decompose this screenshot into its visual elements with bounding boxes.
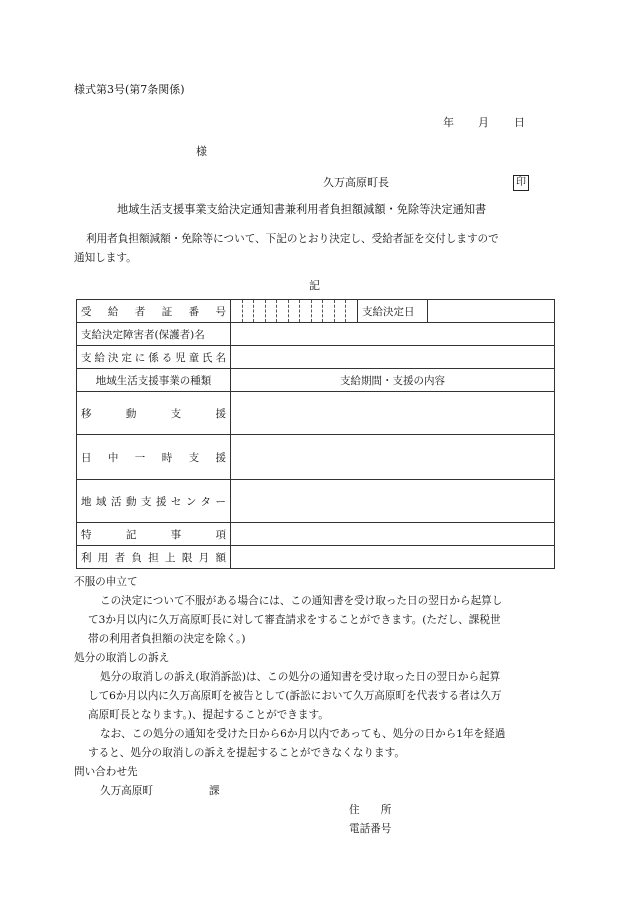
date-month-label: 月 (478, 116, 489, 129)
guardian-row (77, 323, 555, 346)
contact-heading: 問い合わせ先 (74, 766, 138, 778)
service-center-label: 地域活動支援センター (77, 480, 231, 523)
lawsuit-line-4: なお、この処分の通知を受けた日から6か月以内であっても、処分の日から1年を経過 (100, 728, 506, 740)
objection-heading: 不服の申立て (74, 576, 138, 588)
lawsuit-heading: 処分の取消しの訴え (74, 652, 170, 664)
contact-phone-label: 電話番号 (349, 823, 392, 835)
limit-label: 利 用 者 負 担 上 限 月 額 (77, 546, 231, 569)
date-day-label: 日 (514, 116, 525, 129)
digit-boxes (231, 300, 357, 322)
date-year-label: 年 (443, 116, 454, 129)
recipient-number-boxes[interactable] (231, 300, 358, 323)
lawsuit-line-2: して6か月以内に久万高原町を被告として(訴訟において久万高原町を代表する者は久万 (88, 690, 502, 702)
service-mobility-value[interactable] (231, 392, 555, 435)
objection-line-2: て3か月以内に久万高原町長に対して審査請求をすることができます。(ただし、課税世 (88, 614, 501, 626)
service-row-center (77, 480, 555, 523)
seal-mark: 印 (513, 175, 529, 191)
service-center-value[interactable] (231, 480, 555, 523)
service-type-header: 地域生活支援事業の種類 (77, 369, 231, 392)
issuer-name: 久万高原町長 (323, 176, 389, 189)
service-row-daytime (77, 435, 555, 480)
service-row-mobility (77, 392, 555, 435)
intro-line-2: 通知します。 (74, 252, 137, 264)
remarks-value[interactable] (231, 523, 555, 546)
service-daytime-value[interactable] (231, 435, 555, 480)
service-daytime-label: 日 中 一 時 支 援 (77, 435, 231, 480)
addressee-suffix: 様 (196, 145, 207, 158)
document-title: 地域生活支援事業支給決定通知書兼利用者負担額減額・免除等決定通知書 (117, 203, 487, 216)
decision-table (76, 299, 555, 569)
lawsuit-line-5: すると、処分の取消しの訴えを提起することができなくなります。 (88, 747, 405, 759)
ki-label: 記 (309, 279, 320, 292)
form-number: 様式第3号(第7条関係) (74, 83, 185, 96)
child-value[interactable] (231, 346, 555, 369)
decision-date-label: 支給決定日 (358, 300, 428, 323)
recipient-number-label: 受 給 者 証 番 号 (77, 300, 231, 323)
guardian-label: 支給決定障害者(保護者)名 (77, 323, 231, 346)
objection-line-3: 帯の利用者負担額の決定を除く。) (88, 633, 246, 645)
lawsuit-line-3: 高原町長となります。)、提起することができます。 (88, 709, 329, 721)
lawsuit-line-1: 処分の取消しの訴え(取消訴訟)は、この処分の通知書を受け取った日の翌日から起算 (100, 671, 501, 683)
period-header: 支給期間・支援の内容 (231, 369, 555, 392)
limit-row (77, 546, 555, 569)
child-row (77, 346, 555, 369)
contact-address-label: 住 所 (349, 804, 392, 816)
intro-line-1: 利用者負担額減額・免除等について、下記のとおり決定し、受給者証を交付しますので (86, 233, 499, 245)
recipient-number-row (77, 300, 555, 323)
service-header-row (77, 369, 555, 392)
remarks-label: 特 記 事 項 (77, 523, 231, 546)
contact-town: 久万高原町 (100, 785, 153, 797)
child-label: 支給決定に係る児童氏名 (77, 346, 231, 369)
decision-date-value[interactable] (428, 300, 555, 323)
limit-value[interactable] (231, 546, 555, 569)
service-mobility-label: 移 動 支 援 (77, 392, 231, 435)
objection-line-1: この決定について不服がある場合には、この通知書を受け取った日の翌日から起算し (100, 595, 503, 607)
remarks-row (77, 523, 555, 546)
contact-section: 課 (209, 785, 220, 797)
guardian-value[interactable] (231, 323, 555, 346)
